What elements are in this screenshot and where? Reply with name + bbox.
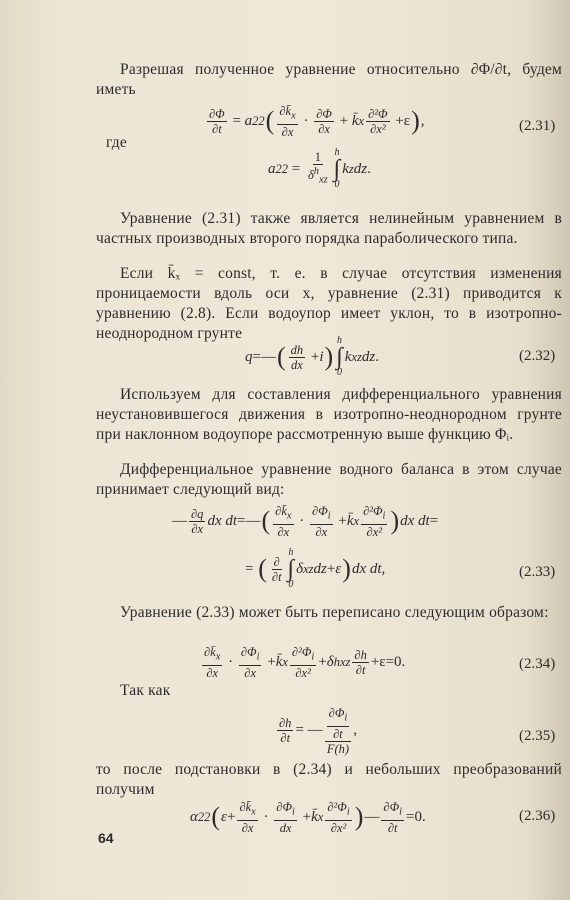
equation-2-36: α 2 2 ( ε + $\frac{\partial k̄_x}{\partial x}$ · $\frac{\partial\Phi_i}{dx}$ + k̄ x $\frac{\partial^2\Phi_i}{\text{∂x²}}$ ) — $\frac{\partial\Phi_i}{\partial t}$ =0. <box>190 800 426 835</box>
paragraph-7-text: Уравнение (2.33) может быть переписано следующим образом: <box>120 604 549 621</box>
paragraph-6-text: Дифференциальное уравнение водного баланса в этом случае принимает следующий вид: <box>96 461 562 498</box>
equation-number-2-36: (2.36) <box>519 808 556 824</box>
equation-2-33-line-1: — $\frac{\partial q}{\partial x}$ dx dt =— ( $\frac{\partial k̄_x}{\partial x}$ · $\frac{\partial\Phi_i}{\partial x}$ + k̄ x $\frac{\partial^2\Phi_i}{\text{∂x²}}$ ) dx dt = <box>172 504 439 539</box>
equation-number-2-33: (2.33) <box>519 564 556 580</box>
paragraph-3 <box>96 209 562 249</box>
equation-a2: a 2 2 = $\frac{1}{\delta^h_{xz}}$ h ∫ 0 k z dz . <box>268 147 371 190</box>
paragraph-1 <box>96 60 562 100</box>
equation-2-32: q =— ( $\frac{dh}{dx}$ + i ) h ∫ 0 k xz dz . <box>245 335 379 378</box>
paragraph-2 <box>106 133 166 153</box>
equation-number-2-31: (2.31) <box>519 118 556 134</box>
equation-2-31: $\frac{\partial\Phi}{\partial t}$ = a 2 2 ( $\frac{\partial k̄_x}{\partial x}$ · $\frac{\partial\Phi}{\partial x}$ + k̄ x $\frac{\text{∂²Φ}}{\text{∂x²}}$ +ε ) , <box>209 104 425 139</box>
paragraph-6 <box>96 460 562 500</box>
equation-2-35: $\frac{\partial h}{\partial t}$ = — $\frac{\frac{\partial\Phi_i}{\partial t}}{F(h)}$ , <box>279 706 358 756</box>
paragraph-4 <box>96 264 562 344</box>
equation-number-2-32: (2.32) <box>519 348 556 364</box>
paragraph-4-text: Если k̄ₓ = const, т. е. в случае отсутствия изменения проницаемости вдоль оси x, уравнение (2.31) приводится к уравнению (2.8). Если водоупор имеет уклон, то в изотропно-неоднородном грунте <box>96 265 562 342</box>
paragraph-3-text: Уравнение (2.31) также является нелинейным уравнением в частных производных второго порядка параболического типа. <box>96 210 562 247</box>
paragraph-7 <box>96 603 562 623</box>
page-number: 64 <box>98 830 114 846</box>
paragraph-9-text: то после подстановки в (2.34) и небольших преобразований получим <box>96 761 562 798</box>
paragraph-9 <box>96 760 562 800</box>
paragraph-2-text: где <box>106 134 127 151</box>
paragraph-1-text: Разрешая полученное уравнение относительно ∂Φ/∂t, будем иметь <box>96 61 562 98</box>
equation-2-33-line-2: = ( $\frac{\partial}{\partial t}$ h ∫ 0 δ xz dz + ε ) dx dt , <box>245 547 386 590</box>
equation-number-2-34: (2.34) <box>519 656 556 672</box>
equation-2-34: $\frac{\partial k̄_x}{\partial x}$ · $\frac{\partial\Phi_i}{\partial x}$ + k̄ x $\frac{\partial^2\Phi_i}{\text{∂x²}}$ + δ h xz $\frac{\partial h}{\partial t}$ +ε=0. <box>204 645 406 680</box>
paragraph-5-text: Используем для составления дифференциального уравнения неустановившегося движения в изотропно-неоднородном грунте при наклонном водоупоре рассмотренную выше функцию Φᵢ. <box>96 386 562 443</box>
paragraph-5 <box>96 385 562 445</box>
equation-number-2-35: (2.35) <box>519 728 556 744</box>
paragraph-8 <box>120 681 240 701</box>
paragraph-8-text: Так как <box>120 682 171 699</box>
